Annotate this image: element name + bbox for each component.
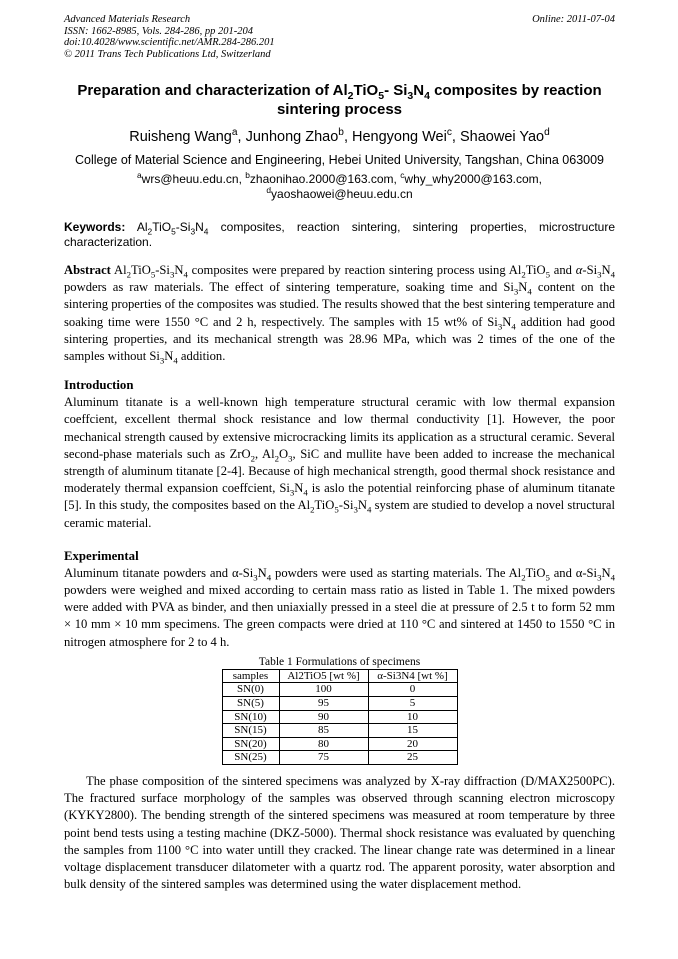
email-list: $^a$wrs@heuu.edu.cn, $^b$zhaonihao.2000@163.com, $^c$why_why2000@163.com, $^d$yaoshaowei@heuu.edu.cn bbox=[137, 170, 542, 201]
section-heading-introduction: Introduction bbox=[64, 378, 134, 393]
table-cell: 25 bbox=[368, 751, 457, 765]
table-row bbox=[222, 710, 457, 724]
table-cell: 20 bbox=[368, 737, 457, 751]
column-header: samples bbox=[222, 669, 279, 683]
table-row bbox=[222, 751, 457, 765]
table-row bbox=[222, 737, 457, 751]
experimental-paragraph: Aluminum titanate powders and $\alpha-Si_3N_4$ powders were used as starting materials. The $Al_2TiO_5$ and $\alpha-Si_3N_4$ powders were weighed and mixed according to certain mass ratio as listed in Table 1. The mixed powders were added with PVA as binder, and then uniaxially pressed in a steel die at pressure of 2.5 t to form 52 mm × 10 mm × 10 mm specimens. The green compacts were dried at 110 °C and sintered at 1450 to 1550 °C in nitrogen atmosphere for 2 to 4 h. bbox=[64, 565, 615, 649]
online-date: Online: 2011-07-04 bbox=[532, 14, 615, 25]
author-name: Junhong Zhao bbox=[245, 129, 339, 145]
journal-header bbox=[64, 14, 615, 60]
table-cell: SN(20) bbox=[222, 737, 279, 751]
keywords: Keywords: $Al_2TiO_5-Si_3N_4$ composites, reaction sintering, sintering properties, microstructure characterization. bbox=[64, 220, 615, 249]
email-link[interactable]: why_why2000@163.com, bbox=[404, 172, 542, 186]
author-name: Shaowei Yao bbox=[459, 129, 545, 145]
email-link[interactable]: wrs@heuu.edu.cn, bbox=[141, 172, 246, 186]
introduction-paragraph: Aluminum titanate is a well-known high temperature structural ceramic with low thermal expansion coeffcient, excellent thermal shock resistance and low thermal conductivity [1]. However, the poor mechanical strength caused by extensive microcracking limits its application as a structural ceramic. Several second-phase materials such as ZrO$_2$, $Al_2O_3$, SiC and mullite have been added to increase the mechanical strength of aluminum titanate [2-4]. Because of high mechanical strength, good thermal shock resistance and moderately thermal expansion coeffcient, $Si_3N_4$ is aslo the potential reinforcing phase of aluminum titanate [5]. In this study, the composites based on the $Al_2TiO_5-Si_3N_4$ system are studied to develop a novel structural ceramic material. bbox=[64, 395, 616, 530]
email-link[interactable]: zhaonihao.2000@163.com, bbox=[249, 172, 401, 186]
paper-title: Preparation and characterization of $Al_2TiO_5-$ $Si_3N_4$ composites by reaction sintering process bbox=[77, 82, 602, 118]
table-cell: 100 bbox=[279, 683, 368, 697]
table-cell: 15 bbox=[368, 724, 457, 738]
issn-line: ISSN: 1662-8985, Vols. 284-286, pp 201-204 bbox=[64, 25, 253, 37]
table-cell: SN(10) bbox=[222, 710, 279, 724]
table-cell: 5 bbox=[368, 697, 457, 711]
author-list: Ruisheng Wang$^a$, Junhong Zhao$^b$, Hengyong Wei$^c$, Shaowei Yao$^d$ bbox=[129, 127, 550, 145]
table-cell: 0 bbox=[368, 683, 457, 697]
table-cell: SN(0) bbox=[222, 683, 279, 697]
table-cell: 90 bbox=[279, 710, 368, 724]
table-cell: SN(15) bbox=[222, 724, 279, 738]
table-caption: Table 1 Formulations of specimens bbox=[258, 655, 421, 668]
affiliation: College of Material Science and Engineering, Hebei United University, Tangshan, China 063009 bbox=[74, 153, 605, 167]
journal-name: Advanced Materials Research bbox=[64, 14, 191, 25]
table-cell: 10 bbox=[368, 710, 457, 724]
abstract-label: Abstract bbox=[64, 263, 111, 277]
author-name: Hengyong Wei bbox=[352, 129, 447, 145]
table-header-row bbox=[222, 669, 457, 683]
table-cell: SN(25) bbox=[222, 751, 279, 765]
email-link[interactable]: yaoshaowei@heuu.edu.cn bbox=[271, 187, 413, 201]
column-header: α-Si3N4 [wt %] bbox=[368, 669, 457, 683]
table-cell: 95 bbox=[279, 697, 368, 711]
abstract: Abstract $Al_2TiO_5-Si_3N_4$ composites were prepared by reaction sintering process using $Al_2TiO_5$ and $\alpha-Si_3N_4$ powders as raw materials. The effect of sintering temperature, soaking time and $Si_3N_4$ content on the sintering properties of the composites was studied. The results showed that the best sintering temperature and soaking time were 1550 °C and 2 h, respectively. The samples with 15 wt% of $Si_3N_4$ addition had good sintering properties, and its mechanical strength was 28.96 MPa, which was 2 times of the one of the samples without $Si_3N_4$ addition. bbox=[64, 263, 616, 366]
table-cell: SN(5) bbox=[222, 697, 279, 711]
table-row bbox=[222, 683, 457, 697]
column-header: Al2TiO5 [wt %] bbox=[279, 669, 368, 683]
methods-paragraph: The phase composition of the sintered specimens was analyzed by X-ray diffraction (D/MAX2500PC). The fractured surface morphology of the samples was observed through scanning electron microscopy (KYKY2800). The bending strength of the sintered specimens was measured at room temperature by three point bend tests using a testing machine (DKZ-5000). Thermal shock resistance was evaluated by quenching the samples from 1100 °C into water untill they cracked. The linear change rate was determined in a linear voltage displacement transducer dilatometer with a quartz rod. The apparent porosity, water absorption and bulk density of the sintered samples was determined using the water displacement method. bbox=[64, 774, 615, 892]
table-cell: 75 bbox=[279, 751, 368, 765]
table-row bbox=[222, 697, 457, 711]
doi-line: doi:10.4028/www.scientific.net/AMR.284-286.201 bbox=[64, 37, 275, 48]
copyright-line: © 2011 Trans Tech Publications Ltd, Switzerland bbox=[64, 48, 271, 60]
paper-page bbox=[64, 14, 615, 893]
table-cell: 85 bbox=[279, 724, 368, 738]
author-name: Ruisheng Wang bbox=[129, 129, 232, 145]
formulation-table bbox=[222, 669, 458, 765]
table-cell: 80 bbox=[279, 737, 368, 751]
section-heading-experimental: Experimental bbox=[64, 548, 139, 563]
table-row bbox=[222, 724, 457, 738]
keywords-label: Keywords: bbox=[64, 220, 126, 234]
